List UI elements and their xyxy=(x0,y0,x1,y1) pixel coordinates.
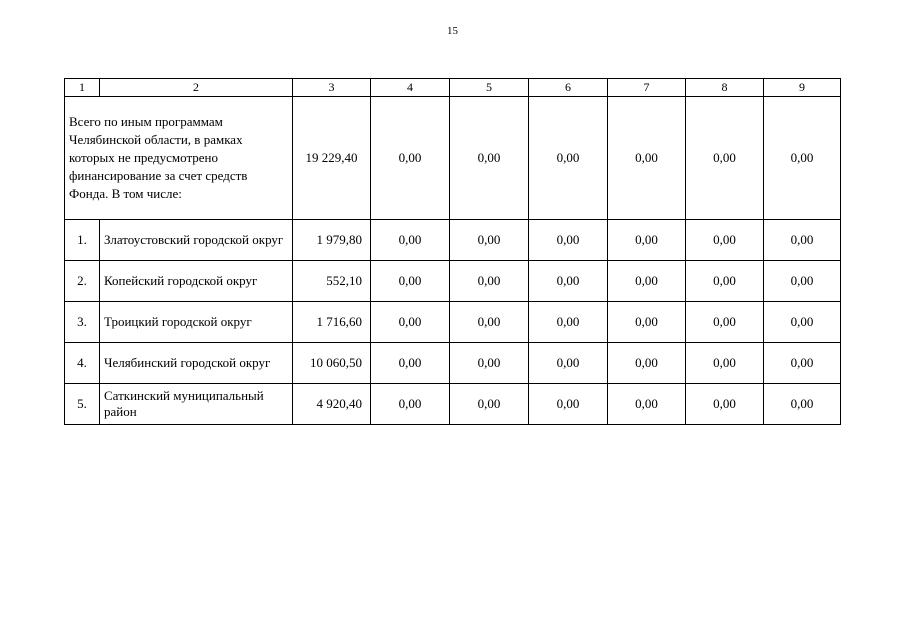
municipality-name: Челябинский городской округ xyxy=(100,343,293,384)
table-cell: 0,00 xyxy=(450,343,529,384)
table-row xyxy=(65,220,841,261)
table-cell: 0,00 xyxy=(764,261,841,302)
table-cell: 0,00 xyxy=(686,220,764,261)
table-cell: 0,00 xyxy=(608,220,686,261)
table-cell: 0,00 xyxy=(371,384,450,425)
table-cell: 0,00 xyxy=(764,343,841,384)
municipality-name: Саткинский муниципальный район xyxy=(100,384,293,425)
table-cell: 0,00 xyxy=(608,97,686,220)
municipality-name: Троицкий городской округ xyxy=(100,302,293,343)
table-row xyxy=(65,261,841,302)
table-cell: 4 920,40 xyxy=(293,384,371,425)
table-cell: 0,00 xyxy=(764,384,841,425)
municipality-name: Златоустовский городской округ xyxy=(100,220,293,261)
total-row xyxy=(65,97,841,220)
table-cell: 0,00 xyxy=(529,97,608,220)
row-number: 2. xyxy=(65,261,100,302)
table-row xyxy=(65,343,841,384)
table-cell: 0,00 xyxy=(686,384,764,425)
table-cell: 19 229,40 xyxy=(293,97,371,220)
table-cell: 0,00 xyxy=(450,97,529,220)
column-header: 3 xyxy=(293,79,371,97)
column-header: 4 xyxy=(371,79,450,97)
table-cell: 0,00 xyxy=(686,261,764,302)
table-cell: 0,00 xyxy=(371,220,450,261)
column-header: 6 xyxy=(529,79,608,97)
column-header: 8 xyxy=(686,79,764,97)
row-number: 1. xyxy=(65,220,100,261)
table-cell: 0,00 xyxy=(764,302,841,343)
column-header: 5 xyxy=(450,79,529,97)
table-cell: 10 060,50 xyxy=(293,343,371,384)
table-cell: 0,00 xyxy=(371,97,450,220)
table-cell: 0,00 xyxy=(764,97,841,220)
table-cell: 0,00 xyxy=(686,343,764,384)
table-cell: 0,00 xyxy=(371,302,450,343)
table-cell: 0,00 xyxy=(764,220,841,261)
table-cell: 0,00 xyxy=(371,343,450,384)
table-cell: 0,00 xyxy=(529,261,608,302)
table-cell: 552,10 xyxy=(293,261,371,302)
table-cell: 0,00 xyxy=(529,302,608,343)
table-cell: 0,00 xyxy=(450,220,529,261)
table-cell: 0,00 xyxy=(529,343,608,384)
table-cell: 1 979,80 xyxy=(293,220,371,261)
table-cell: 0,00 xyxy=(450,261,529,302)
table-cell: 0,00 xyxy=(529,384,608,425)
row-number: 4. xyxy=(65,343,100,384)
row-number: 3. xyxy=(65,302,100,343)
row-number: 5. xyxy=(65,384,100,425)
page-number: 15 xyxy=(447,25,458,37)
table-cell: 0,00 xyxy=(450,302,529,343)
table-cell: 0,00 xyxy=(608,384,686,425)
table-cell: 0,00 xyxy=(686,302,764,343)
table-cell: 0,00 xyxy=(450,384,529,425)
table-cell: 0,00 xyxy=(686,97,764,220)
table-cell: 0,00 xyxy=(529,220,608,261)
table-cell: 1 716,60 xyxy=(293,302,371,343)
table-row xyxy=(65,302,841,343)
table-cell: 0,00 xyxy=(608,302,686,343)
table-row xyxy=(65,384,841,425)
column-header: 9 xyxy=(764,79,841,97)
municipality-name: Копейский городской округ xyxy=(100,261,293,302)
column-header: 2 xyxy=(100,79,293,97)
column-header: 7 xyxy=(608,79,686,97)
financing-table xyxy=(64,78,841,425)
column-number-header-row xyxy=(65,79,841,97)
column-header: 1 xyxy=(65,79,100,97)
table-cell: 0,00 xyxy=(371,261,450,302)
total-row-label: Всего по иным программам Челябинской области, в рамках которых не предусмотрено финансирование за счет средств Фонда. В том числе: xyxy=(65,97,293,220)
table-cell: 0,00 xyxy=(608,343,686,384)
table-cell: 0,00 xyxy=(608,261,686,302)
